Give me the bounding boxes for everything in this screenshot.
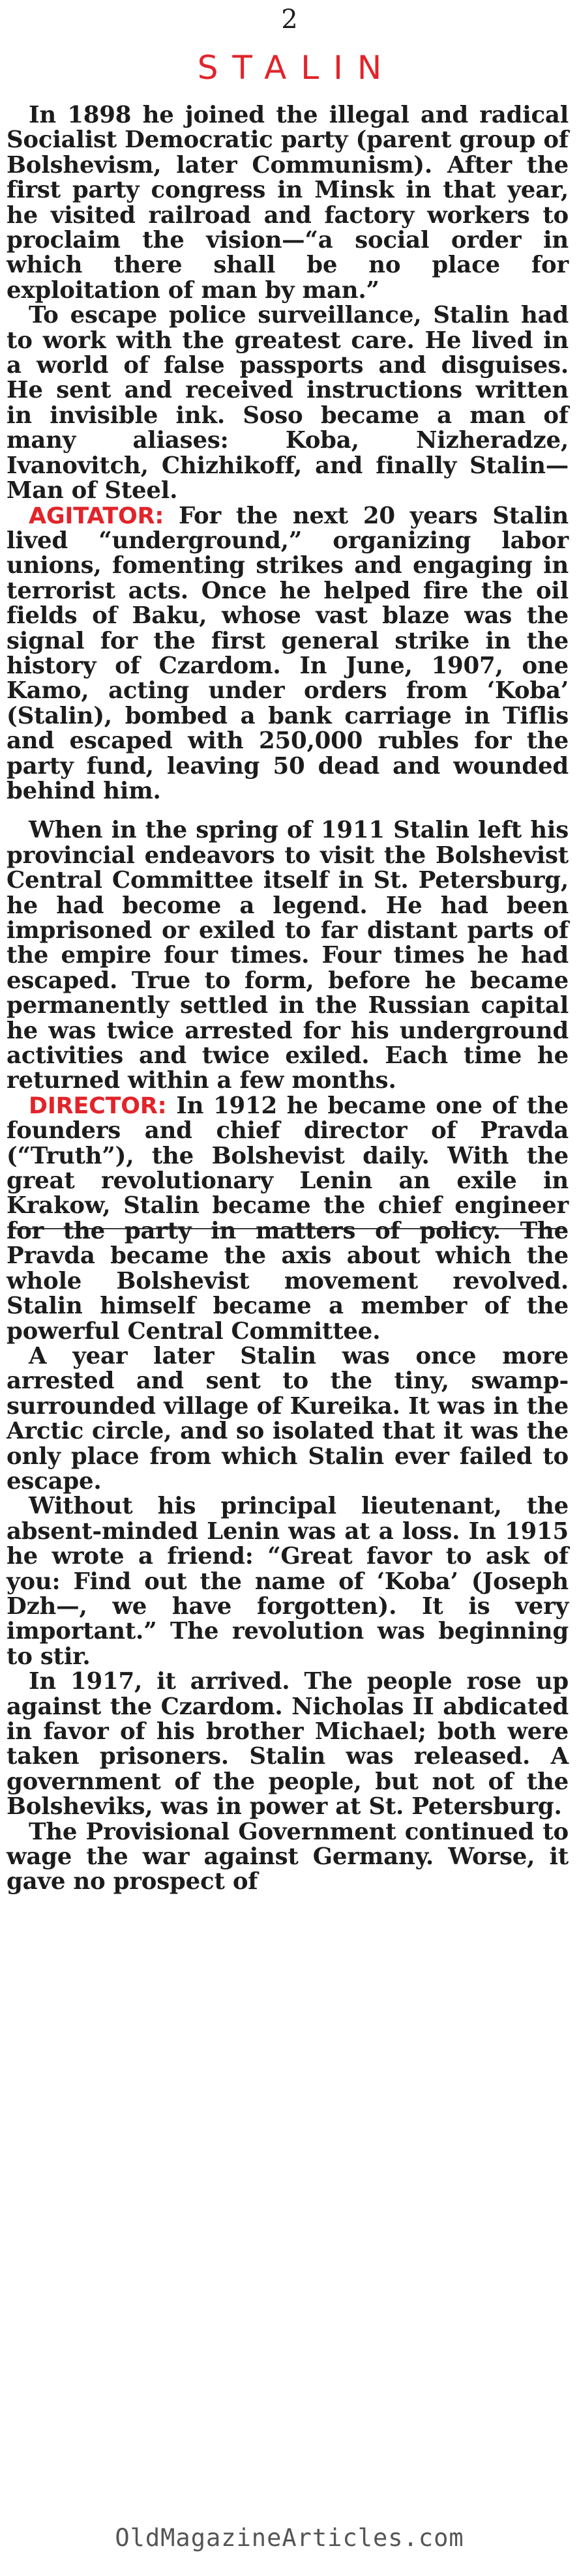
paragraph-kureika (7, 1344, 569, 1494)
paragraph-1917 (7, 1669, 569, 1819)
paragraph-lenin (7, 1494, 569, 1669)
paragraph-text: In 1912 he became one of the founders and chief director of Pravda (“Truth”), the Bolshevist daily. With the great revolutionary Lenin an exile in Krakow, Stalin became the chief engineer for the party in matters of policy. The Pravda became the axis about which the whole Bolshevist movement revolved. Stalin himself became a member of the powerful Central Committee. (7, 1092, 569, 1345)
page-number: 2 (281, 5, 298, 35)
paragraph-text: A year later Stalin was once more arrested and sent to the tiny, swamp-surrounded village of Kureika. It was in the Arctic circle, and so isolated that it was the only place from which Stalin ever failed to escape. (7, 1342, 569, 1495)
paragraph-1898 (7, 103, 569, 303)
section-label-director: DIRECTOR: (29, 1092, 167, 1119)
article-body (7, 103, 569, 1895)
paragraph-text: When in the spring of 1911 Stalin left his provincial endeavors to visit the Bolshevist Central Committee itself in St. Petersburg, he had become a legend. He had been imprisoned or exiled to far distant parts of the empire four times. Four times he had escaped. True to form, before he became permanently settled in the Russian capital he was twice arrested for his underground activities and twice exiled. Each time he returned within a few months. (7, 817, 569, 1094)
paragraph-surveillance (7, 303, 569, 503)
paragraph-text: For the next 20 years Stalin lived “underground,” organizing labor unions, fomenting strikes and engaging in terrorist acts. Once he helped fire the oil fields of Baku, whose vast blaze was the signal for the first general strike in the history of Czardom. In June, 1907, one Kamo, acting under orders from ‘Koba’ (Stalin), bombed a bank carriage in Tiflis and escaped with 250,000 rubles for the party fund, leaving 50 dead and wounded behind him. (7, 502, 569, 804)
paragraph-agitator (7, 504, 569, 804)
paragraph-1911 (7, 818, 569, 1093)
paragraph-text: To escape police surveillance, Stalin had to work with the greatest care. He lived in a world of false passports and disguises. He sent and received instructions written in invisible ink. Soso became a man of many aliases: Koba, Nizheradze, Ivanovitch, Chizhikoff, and finally Stalin—Man of Steel. (7, 302, 569, 505)
paragraph-text: The Provisional Government continued to wage the war against Germany. Worse, it gave no prospect of (7, 1818, 569, 1895)
paragraph-director (7, 1094, 569, 1344)
section-label-agitator: AGITATOR: (29, 503, 164, 529)
paragraph-provisional (7, 1820, 569, 1895)
paragraph-text: Without his principal lieutenant, the absent-minded Lenin was at a loss. In 1915 he wrote a friend: “Great favor to ask of you: Find out the name of ‘Koba’ (Joseph Dzh—, we have forgotten). It is very important.” The revolution was beginning to stir. (7, 1493, 569, 1670)
footer-watermark: OldMagazineArticles.com (115, 2524, 464, 2552)
page-title: STALIN (197, 49, 396, 87)
paragraph-text: In 1898 he joined the illegal and radical Socialist Democratic party (parent group of Bolshevism, later Communism). After the first party congress in Minsk in that year, he visited railroad and factory workers to proclaim the vision—“a social order in which there shall be no place for exploitation of man by man.” (7, 102, 569, 304)
paragraph-text: In 1917, it arrived. The people rose up against the Czardom. Nicholas II abdicated in favor of his brother Michael; both were taken prisoners. Stalin was released. A government of the people, but not of the Bolsheviks, was in power at St. Petersburg. (7, 1668, 569, 1821)
